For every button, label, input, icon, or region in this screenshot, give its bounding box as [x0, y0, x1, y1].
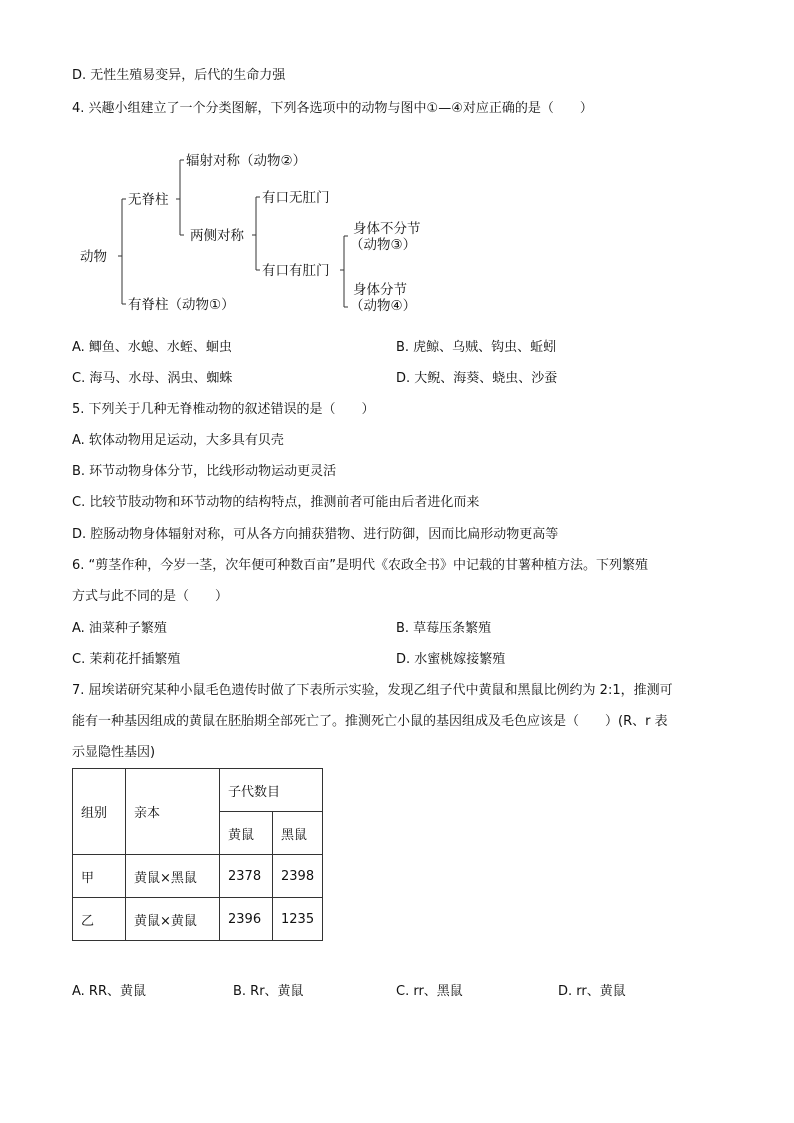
diagram-animal-3: （动物③）: [350, 237, 417, 253]
q6-stem-line2: 方式与此不同的是（ ）: [72, 589, 229, 604]
q4-option-a[interactable]: A. 鲫鱼、水螅、水蛭、蛔虫: [72, 340, 232, 355]
q6-option-a[interactable]: A. 油菜种子繁殖: [72, 621, 167, 636]
table-cell-yellow: 2396: [220, 898, 273, 941]
q6-option-b[interactable]: B. 草莓压条繁殖: [396, 621, 492, 636]
q7-stem-line3: 示显隐性基因): [72, 745, 156, 760]
table-header-offspring: 子代数目: [220, 769, 323, 812]
table-cell-group: 乙: [73, 898, 126, 941]
q3-option-d: D. 无性生殖易变异，后代的生命力强: [72, 68, 286, 83]
q5-stem: 5. 下列关于几种无脊椎动物的叙述错误的是（ ）: [72, 402, 375, 417]
table-row: [73, 855, 323, 898]
q7-stem-line2: 能有一种基因组成的黄鼠在胚胎期全部死亡了。推测死亡小鼠的基因组成及毛色应该是（ ）(R、r 表: [72, 714, 668, 729]
q4-option-c[interactable]: C. 海马、水母、涡虫、蜘蛛: [72, 371, 233, 386]
table-cell-parent: 黄鼠×黄鼠: [126, 898, 220, 941]
q4-stem: 4. 兴趣小组建立了一个分类图解，下列各选项中的动物与图中①—④对应正确的是（ ）: [72, 101, 593, 116]
table-header-black: 黑鼠: [273, 812, 323, 855]
q7-stem-line1: 7. 屈埃诺研究某种小鼠毛色遗传时做了下表所示实验，发现乙组子代中黄鼠和黑鼠比例约为 2:1，推测可: [72, 683, 673, 698]
q4-option-b[interactable]: B. 虎鲸、乌贼、钩虫、蚯蚓: [396, 340, 557, 355]
classification-diagram: [72, 140, 452, 320]
q6-option-d[interactable]: D. 水蜜桃嫁接繁殖: [396, 652, 506, 667]
diagram-vertebrate: 有脊柱（动物①）: [128, 297, 235, 313]
table-header-group: 组别: [73, 769, 126, 855]
table-cell-group: 甲: [73, 855, 126, 898]
diagram-with-anus: 有口有肛门: [262, 263, 330, 279]
diagram-animal-4: （动物④）: [350, 298, 417, 314]
diagram-segmented: 身体分节: [353, 282, 407, 298]
diagram-radial: 辐射对称（动物②）: [186, 153, 307, 169]
anus-bracket: [340, 236, 348, 307]
diagram-no-anus: 有口无肛门: [262, 190, 330, 206]
q5-option-d[interactable]: D. 腔肠动物身体辐射对称，可从各方向捕获猎物、进行防御，因而比扁形动物更高等: [72, 527, 559, 542]
q7-option-d[interactable]: D. rr、黄鼠: [558, 984, 626, 999]
diagram-invertebrate: 无脊柱: [128, 192, 169, 208]
table-row: [73, 898, 323, 941]
bilateral-bracket: [252, 197, 260, 270]
q6-stem-line1: 6. “剪茎作种，今岁一茎，次年便可种数百亩”是明代《农政全书》中记载的甘薯种植方法。下列繁殖: [72, 558, 649, 573]
table-cell-black: 1235: [273, 898, 323, 941]
table-header-yellow: 黄鼠: [220, 812, 273, 855]
table-cell-yellow: 2378: [220, 855, 273, 898]
invertebrate-bracket: [176, 160, 184, 235]
root-bracket: [118, 199, 126, 304]
q7-option-c[interactable]: C. rr、黑鼠: [396, 984, 463, 999]
q7-data-table: [72, 768, 323, 941]
q5-option-b[interactable]: B. 环节动物身体分节，比线形动物运动更灵活: [72, 464, 337, 479]
diagram-unsegmented: 身体不分节: [353, 221, 421, 237]
table-header-parent: 亲本: [126, 769, 220, 855]
diagram-root: 动物: [80, 249, 107, 265]
q4-option-d[interactable]: D. 大鲵、海葵、蛲虫、沙蚕: [396, 371, 558, 386]
q5-option-c[interactable]: C. 比较节肢动物和环节动物的结构特点，推测前者可能由后者进化而来: [72, 495, 480, 510]
q7-option-a[interactable]: A. RR、黄鼠: [72, 984, 146, 999]
q6-option-c[interactable]: C. 茉莉花扦插繁殖: [72, 652, 181, 667]
table-cell-black: 2398: [273, 855, 323, 898]
table-cell-parent: 黄鼠×黑鼠: [126, 855, 220, 898]
q7-option-b[interactable]: B. Rr、黄鼠: [233, 984, 304, 999]
diagram-bilateral: 两侧对称: [190, 228, 244, 244]
q5-option-a[interactable]: A. 软体动物用足运动，大多具有贝壳: [72, 433, 284, 448]
